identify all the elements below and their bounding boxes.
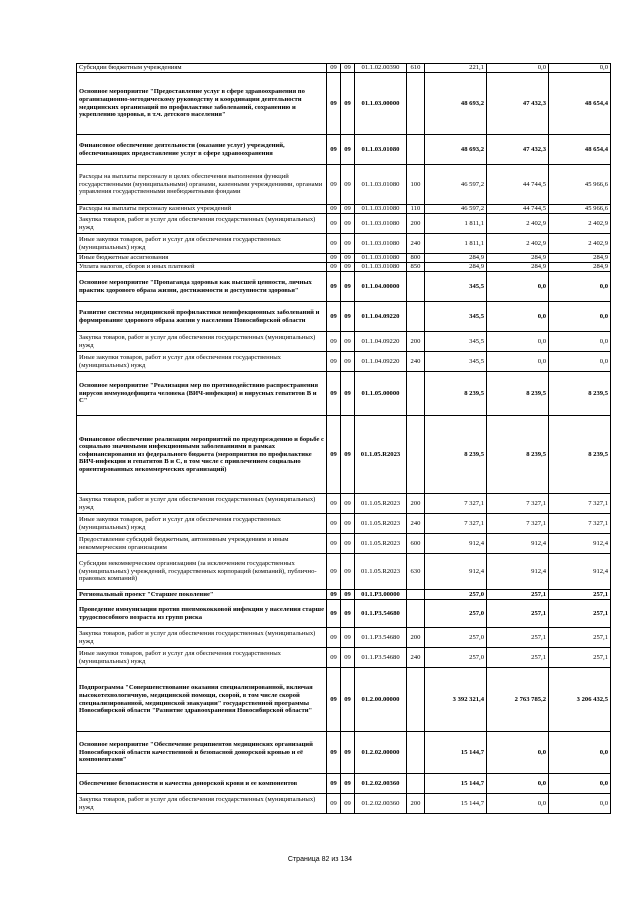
row-pr: 09 bbox=[341, 372, 355, 416]
row-value-3: 8 239,5 bbox=[549, 416, 611, 494]
row-name: Обеспечение безопасности и качества донорской крови и ее компонентов bbox=[77, 774, 327, 794]
row-pr: 09 bbox=[341, 135, 355, 165]
row-value-3: 45 966,6 bbox=[549, 165, 611, 205]
table-row bbox=[77, 534, 611, 554]
row-gr: 09 bbox=[327, 165, 341, 205]
row-value-1: 8 239,5 bbox=[425, 416, 487, 494]
row-value-1: 284,9 bbox=[425, 254, 487, 263]
row-pr: 09 bbox=[341, 332, 355, 352]
row-cs: 01.1.03.01080 bbox=[355, 214, 407, 234]
row-cs: 01.2.02.00360 bbox=[355, 774, 407, 794]
table-row bbox=[77, 372, 611, 416]
row-gr: 09 bbox=[327, 302, 341, 332]
row-value-3: 0,0 bbox=[549, 272, 611, 302]
row-value-3: 48 654,4 bbox=[549, 73, 611, 135]
row-name: Расходы на выплаты персоналу казенных учреждений bbox=[77, 205, 327, 214]
row-value-2: 257,1 bbox=[487, 648, 549, 668]
row-name: Развитие системы медицинской профилактики неинфекционных заболеваний и формирование здорового образа жизни у населения Новосибирской области bbox=[77, 302, 327, 332]
table-row bbox=[77, 590, 611, 600]
row-pr: 09 bbox=[341, 494, 355, 514]
row-value-1: 15 144,7 bbox=[425, 794, 487, 814]
table-row bbox=[77, 165, 611, 205]
table-row bbox=[77, 234, 611, 254]
row-gr: 09 bbox=[327, 135, 341, 165]
row-vr bbox=[407, 135, 425, 165]
row-cs: 01.1.03.01080 bbox=[355, 165, 407, 205]
row-value-1: 15 144,7 bbox=[425, 774, 487, 794]
row-value-2: 44 744,5 bbox=[487, 165, 549, 205]
row-gr: 09 bbox=[327, 732, 341, 774]
row-value-2: 0,0 bbox=[487, 352, 549, 372]
row-value-1: 345,5 bbox=[425, 352, 487, 372]
row-vr bbox=[407, 774, 425, 794]
row-vr bbox=[407, 732, 425, 774]
row-cs: 01.1.05.R2023 bbox=[355, 416, 407, 494]
table-row bbox=[77, 205, 611, 214]
row-vr: 630 bbox=[407, 554, 425, 590]
table-row bbox=[77, 64, 611, 73]
row-pr: 09 bbox=[341, 534, 355, 554]
row-name: Закупка товаров, работ и услуг для обеспечения государственных (муниципальных) нужд bbox=[77, 494, 327, 514]
row-pr: 09 bbox=[341, 416, 355, 494]
row-value-2: 2 763 785,2 bbox=[487, 668, 549, 732]
row-pr: 09 bbox=[341, 272, 355, 302]
row-gr: 09 bbox=[327, 372, 341, 416]
row-value-3: 0,0 bbox=[549, 774, 611, 794]
row-value-2: 44 744,5 bbox=[487, 205, 549, 214]
row-value-1: 3 392 321,4 bbox=[425, 668, 487, 732]
row-pr: 09 bbox=[341, 590, 355, 600]
row-pr: 09 bbox=[341, 514, 355, 534]
row-value-1: 1 811,1 bbox=[425, 214, 487, 234]
table-row bbox=[77, 494, 611, 514]
row-value-3: 0,0 bbox=[549, 64, 611, 73]
row-gr: 09 bbox=[327, 534, 341, 554]
row-value-2: 47 432,3 bbox=[487, 135, 549, 165]
row-value-2: 257,1 bbox=[487, 628, 549, 648]
row-value-1: 7 327,1 bbox=[425, 514, 487, 534]
table-row bbox=[77, 73, 611, 135]
table-row bbox=[77, 214, 611, 234]
row-name: Закупка товаров, работ и услуг для обеспечения государственных (муниципальных) нужд bbox=[77, 214, 327, 234]
budget-table-container bbox=[76, 63, 638, 814]
row-name: Основное мероприятие "Реализация мер по противодействию распространения вирусов иммунодефицита человека (ВИЧ-инфекция) и вирусных гепатитов В и С" bbox=[77, 372, 327, 416]
row-cs: 01.2.00.00000 bbox=[355, 668, 407, 732]
row-value-3: 0,0 bbox=[549, 302, 611, 332]
row-value-2: 0,0 bbox=[487, 794, 549, 814]
row-value-1: 257,0 bbox=[425, 648, 487, 668]
row-vr: 610 bbox=[407, 64, 425, 73]
row-vr bbox=[407, 600, 425, 628]
row-vr: 240 bbox=[407, 514, 425, 534]
row-pr: 09 bbox=[341, 64, 355, 73]
row-pr: 09 bbox=[341, 774, 355, 794]
row-pr: 09 bbox=[341, 732, 355, 774]
row-value-2: 7 327,1 bbox=[487, 494, 549, 514]
row-gr: 09 bbox=[327, 272, 341, 302]
row-value-1: 48 693,2 bbox=[425, 73, 487, 135]
row-name: Основное мероприятие "Пропаганда здоровья как высшей ценности, личных практик здорового образа жизни, достижимости и доступности здоровья" bbox=[77, 272, 327, 302]
row-value-3: 7 327,1 bbox=[549, 494, 611, 514]
row-value-2: 47 432,3 bbox=[487, 73, 549, 135]
row-pr: 09 bbox=[341, 600, 355, 628]
row-value-1: 48 693,2 bbox=[425, 135, 487, 165]
row-cs: 01.1.03.01080 bbox=[355, 205, 407, 214]
row-cs: 01.1.03.01080 bbox=[355, 263, 407, 272]
row-value-1: 912,4 bbox=[425, 554, 487, 590]
row-value-2: 8 239,5 bbox=[487, 372, 549, 416]
row-cs: 01.1.04.00000 bbox=[355, 272, 407, 302]
row-gr: 09 bbox=[327, 205, 341, 214]
row-cs: 01.1.03.00000 bbox=[355, 73, 407, 135]
table-row bbox=[77, 272, 611, 302]
table-row bbox=[77, 600, 611, 628]
row-cs: 01.1.03.01080 bbox=[355, 135, 407, 165]
table-row bbox=[77, 794, 611, 814]
row-value-3: 284,9 bbox=[549, 263, 611, 272]
row-name: Иные закупки товаров, работ и услуг для обеспечения государственных (муниципальных) нужд bbox=[77, 514, 327, 534]
row-vr: 200 bbox=[407, 214, 425, 234]
row-gr: 09 bbox=[327, 73, 341, 135]
row-value-2: 7 327,1 bbox=[487, 514, 549, 534]
row-value-1: 912,4 bbox=[425, 534, 487, 554]
row-pr: 09 bbox=[341, 794, 355, 814]
row-vr: 600 bbox=[407, 534, 425, 554]
row-vr bbox=[407, 668, 425, 732]
row-value-3: 7 327,1 bbox=[549, 514, 611, 534]
row-value-1: 221,1 bbox=[425, 64, 487, 73]
row-gr: 09 bbox=[327, 494, 341, 514]
row-value-1: 345,5 bbox=[425, 332, 487, 352]
row-name: Иные закупки товаров, работ и услуг для обеспечения государственных (муниципальных) нужд bbox=[77, 234, 327, 254]
row-value-3: 257,1 bbox=[549, 590, 611, 600]
row-cs: 01.1.04.09220 bbox=[355, 302, 407, 332]
row-cs: 01.1.P3.00000 bbox=[355, 590, 407, 600]
page-footer: Страница 82 из 134 bbox=[287, 856, 353, 863]
row-value-3: 0,0 bbox=[549, 332, 611, 352]
row-value-2: 912,4 bbox=[487, 554, 549, 590]
row-pr: 09 bbox=[341, 668, 355, 732]
row-vr: 200 bbox=[407, 332, 425, 352]
row-name: Финансовое обеспечение деятельности (оказание услуг) учреждений, обеспечивающих предоставление услуг в сфере здравоохранения bbox=[77, 135, 327, 165]
table-row bbox=[77, 668, 611, 732]
row-name: Закупка товаров, работ и услуг для обеспечения государственных (муниципальных) нужд bbox=[77, 794, 327, 814]
row-value-2: 257,1 bbox=[487, 600, 549, 628]
row-vr bbox=[407, 416, 425, 494]
row-name: Субсидии бюджетным учреждениям bbox=[77, 64, 327, 73]
row-value-2: 0,0 bbox=[487, 272, 549, 302]
table-row bbox=[77, 254, 611, 263]
row-value-3: 0,0 bbox=[549, 732, 611, 774]
row-name: Предоставление субсидий бюджетным, автономным учреждениям и иным некоммерческим организациям bbox=[77, 534, 327, 554]
table-row bbox=[77, 628, 611, 648]
row-vr: 240 bbox=[407, 352, 425, 372]
row-value-2: 0,0 bbox=[487, 332, 549, 352]
row-cs: 01.2.02.00360 bbox=[355, 794, 407, 814]
row-name: Иные бюджетные ассигнования bbox=[77, 254, 327, 263]
row-value-1: 46 597,2 bbox=[425, 205, 487, 214]
table-row bbox=[77, 648, 611, 668]
table-row bbox=[77, 554, 611, 590]
row-vr: 200 bbox=[407, 794, 425, 814]
table-row bbox=[77, 302, 611, 332]
row-value-3: 3 206 432,5 bbox=[549, 668, 611, 732]
row-value-2: 0,0 bbox=[487, 64, 549, 73]
row-name: Основное мероприятие "Предоставление услуг в сфере здравоохранения по организационно-методическому руководству и координации деятельности медицинских организаций по профилактике заболеваний, сохранению и укреплению здоровья, в т.ч. детского населения" bbox=[77, 73, 327, 135]
table-row bbox=[77, 135, 611, 165]
row-name: Иные закупки товаров, работ и услуг для обеспечения государственных (муниципальных) нужд bbox=[77, 648, 327, 668]
row-vr bbox=[407, 302, 425, 332]
row-value-2: 2 402,9 bbox=[487, 214, 549, 234]
table-row bbox=[77, 332, 611, 352]
row-value-3: 257,1 bbox=[549, 600, 611, 628]
row-value-3: 0,0 bbox=[549, 352, 611, 372]
row-vr: 110 bbox=[407, 205, 425, 214]
row-value-2: 8 239,5 bbox=[487, 416, 549, 494]
row-value-3: 2 402,9 bbox=[549, 234, 611, 254]
row-name: Закупка товаров, работ и услуг для обеспечения государственных (муниципальных) нужд bbox=[77, 628, 327, 648]
row-gr: 09 bbox=[327, 600, 341, 628]
row-cs: 01.1.P3.54680 bbox=[355, 600, 407, 628]
row-cs: 01.1.05.00000 bbox=[355, 372, 407, 416]
row-vr: 100 bbox=[407, 165, 425, 205]
row-cs: 01.1.P3.54680 bbox=[355, 628, 407, 648]
row-cs: 01.2.02.00000 bbox=[355, 732, 407, 774]
row-value-2: 284,9 bbox=[487, 263, 549, 272]
row-value-2: 2 402,9 bbox=[487, 234, 549, 254]
row-pr: 09 bbox=[341, 302, 355, 332]
row-gr: 09 bbox=[327, 554, 341, 590]
row-value-3: 0,0 bbox=[549, 794, 611, 814]
row-pr: 09 bbox=[341, 73, 355, 135]
budget-table-body bbox=[77, 64, 611, 814]
row-pr: 09 bbox=[341, 214, 355, 234]
row-vr bbox=[407, 372, 425, 416]
row-gr: 09 bbox=[327, 628, 341, 648]
table-row bbox=[77, 732, 611, 774]
row-cs: 01.1.04.09220 bbox=[355, 352, 407, 372]
row-pr: 09 bbox=[341, 254, 355, 263]
row-name: Расходы на выплаты персоналу в целях обеспечения выполнения функций государственными (муниципальными) органами, казенными учреждениями, органами управления государственными внебюджетными фондами bbox=[77, 165, 327, 205]
table-row bbox=[77, 774, 611, 794]
row-cs: 01.1.05.R2023 bbox=[355, 534, 407, 554]
row-vr: 850 bbox=[407, 263, 425, 272]
row-cs: 01.1.05.R2023 bbox=[355, 494, 407, 514]
row-cs: 01.1.05.R2023 bbox=[355, 514, 407, 534]
row-gr: 09 bbox=[327, 794, 341, 814]
table-row bbox=[77, 416, 611, 494]
row-value-1: 8 239,5 bbox=[425, 372, 487, 416]
row-name: Подпрограмма "Совершенствование оказания специализированной, включая высокотехнологичную, медицинской помощи, скорой, в том числе скорой специализированной, медицинской эвакуации" государственной программы Новосибирской области "Развитие здравоохранения Новосибирской области" bbox=[77, 668, 327, 732]
row-value-1: 1 811,1 bbox=[425, 234, 487, 254]
table-row bbox=[77, 352, 611, 372]
row-gr: 09 bbox=[327, 352, 341, 372]
row-gr: 09 bbox=[327, 254, 341, 263]
row-value-3: 2 402,9 bbox=[549, 214, 611, 234]
row-name: Финансовое обеспечение реализации мероприятий по предупреждению и борьбе с социально значимыми инфекционными заболеваниями в рамках софинансирования из федерального бюджета (мероприятия по профилактике ВИЧ-инфекции и гепатитов В и С, в том числе с привлечением социально ориентированных некоммерческих организаций) bbox=[77, 416, 327, 494]
row-name: Основное мероприятие "Обеспечение реципиентов медицинских организаций Новосибирской области качественной и безопасной донорской кровью и её компонентами" bbox=[77, 732, 327, 774]
row-value-1: 257,0 bbox=[425, 628, 487, 648]
row-value-1: 284,9 bbox=[425, 263, 487, 272]
row-gr: 09 bbox=[327, 774, 341, 794]
row-cs: 01.1.02.00390 bbox=[355, 64, 407, 73]
row-value-1: 7 327,1 bbox=[425, 494, 487, 514]
row-cs: 01.1.05.R2023 bbox=[355, 554, 407, 590]
row-value-3: 284,9 bbox=[549, 254, 611, 263]
row-value-2: 0,0 bbox=[487, 732, 549, 774]
row-vr: 200 bbox=[407, 628, 425, 648]
row-gr: 09 bbox=[327, 668, 341, 732]
row-value-1: 257,0 bbox=[425, 590, 487, 600]
row-vr bbox=[407, 73, 425, 135]
row-pr: 09 bbox=[341, 205, 355, 214]
table-row bbox=[77, 263, 611, 272]
row-pr: 09 bbox=[341, 263, 355, 272]
row-cs: 01.1.P3.54680 bbox=[355, 648, 407, 668]
row-value-1: 15 144,7 bbox=[425, 732, 487, 774]
row-value-3: 912,4 bbox=[549, 534, 611, 554]
row-name: Иные закупки товаров, работ и услуг для обеспечения государственных (муниципальных) нужд bbox=[77, 352, 327, 372]
row-pr: 09 bbox=[341, 628, 355, 648]
row-value-3: 257,1 bbox=[549, 648, 611, 668]
row-value-2: 0,0 bbox=[487, 302, 549, 332]
row-pr: 09 bbox=[341, 234, 355, 254]
row-cs: 01.1.03.01080 bbox=[355, 234, 407, 254]
row-vr bbox=[407, 590, 425, 600]
row-gr: 09 bbox=[327, 332, 341, 352]
row-gr: 09 bbox=[327, 590, 341, 600]
row-vr: 800 bbox=[407, 254, 425, 263]
table-row bbox=[77, 514, 611, 534]
row-value-3: 257,1 bbox=[549, 628, 611, 648]
row-vr: 200 bbox=[407, 494, 425, 514]
row-gr: 09 bbox=[327, 263, 341, 272]
row-gr: 09 bbox=[327, 214, 341, 234]
row-value-3: 8 239,5 bbox=[549, 372, 611, 416]
row-value-3: 912,4 bbox=[549, 554, 611, 590]
row-vr: 240 bbox=[407, 234, 425, 254]
row-pr: 09 bbox=[341, 352, 355, 372]
row-cs: 01.1.04.09220 bbox=[355, 332, 407, 352]
row-value-2: 284,9 bbox=[487, 254, 549, 263]
row-value-1: 345,5 bbox=[425, 272, 487, 302]
row-gr: 09 bbox=[327, 234, 341, 254]
row-value-3: 48 654,4 bbox=[549, 135, 611, 165]
row-value-1: 257,0 bbox=[425, 600, 487, 628]
row-name: Региональный проект "Старшее поколение" bbox=[77, 590, 327, 600]
row-name: Субсидии некоммерческим организациям (за исключением государственных (муниципальных) учреждений, государственных корпораций (компаний), публично-правовых компаний) bbox=[77, 554, 327, 590]
row-pr: 09 bbox=[341, 165, 355, 205]
budget-table bbox=[76, 63, 611, 814]
row-gr: 09 bbox=[327, 416, 341, 494]
row-name: Проведение иммунизации против пневмококковой инфекции у населения старше трудоспособного возраста из групп риска bbox=[77, 600, 327, 628]
row-value-2: 0,0 bbox=[487, 774, 549, 794]
row-name: Уплата налогов, сборов и иных платежей bbox=[77, 263, 327, 272]
row-value-1: 345,5 bbox=[425, 302, 487, 332]
row-pr: 09 bbox=[341, 554, 355, 590]
row-value-2: 257,1 bbox=[487, 590, 549, 600]
row-gr: 09 bbox=[327, 648, 341, 668]
row-value-1: 46 597,2 bbox=[425, 165, 487, 205]
row-vr: 240 bbox=[407, 648, 425, 668]
row-gr: 09 bbox=[327, 514, 341, 534]
row-value-3: 45 966,6 bbox=[549, 205, 611, 214]
row-value-2: 912,4 bbox=[487, 534, 549, 554]
row-pr: 09 bbox=[341, 648, 355, 668]
row-name: Закупка товаров, работ и услуг для обеспечения государственных (муниципальных) нужд bbox=[77, 332, 327, 352]
row-gr: 09 bbox=[327, 64, 341, 73]
row-cs: 01.1.03.01080 bbox=[355, 254, 407, 263]
row-vr bbox=[407, 272, 425, 302]
